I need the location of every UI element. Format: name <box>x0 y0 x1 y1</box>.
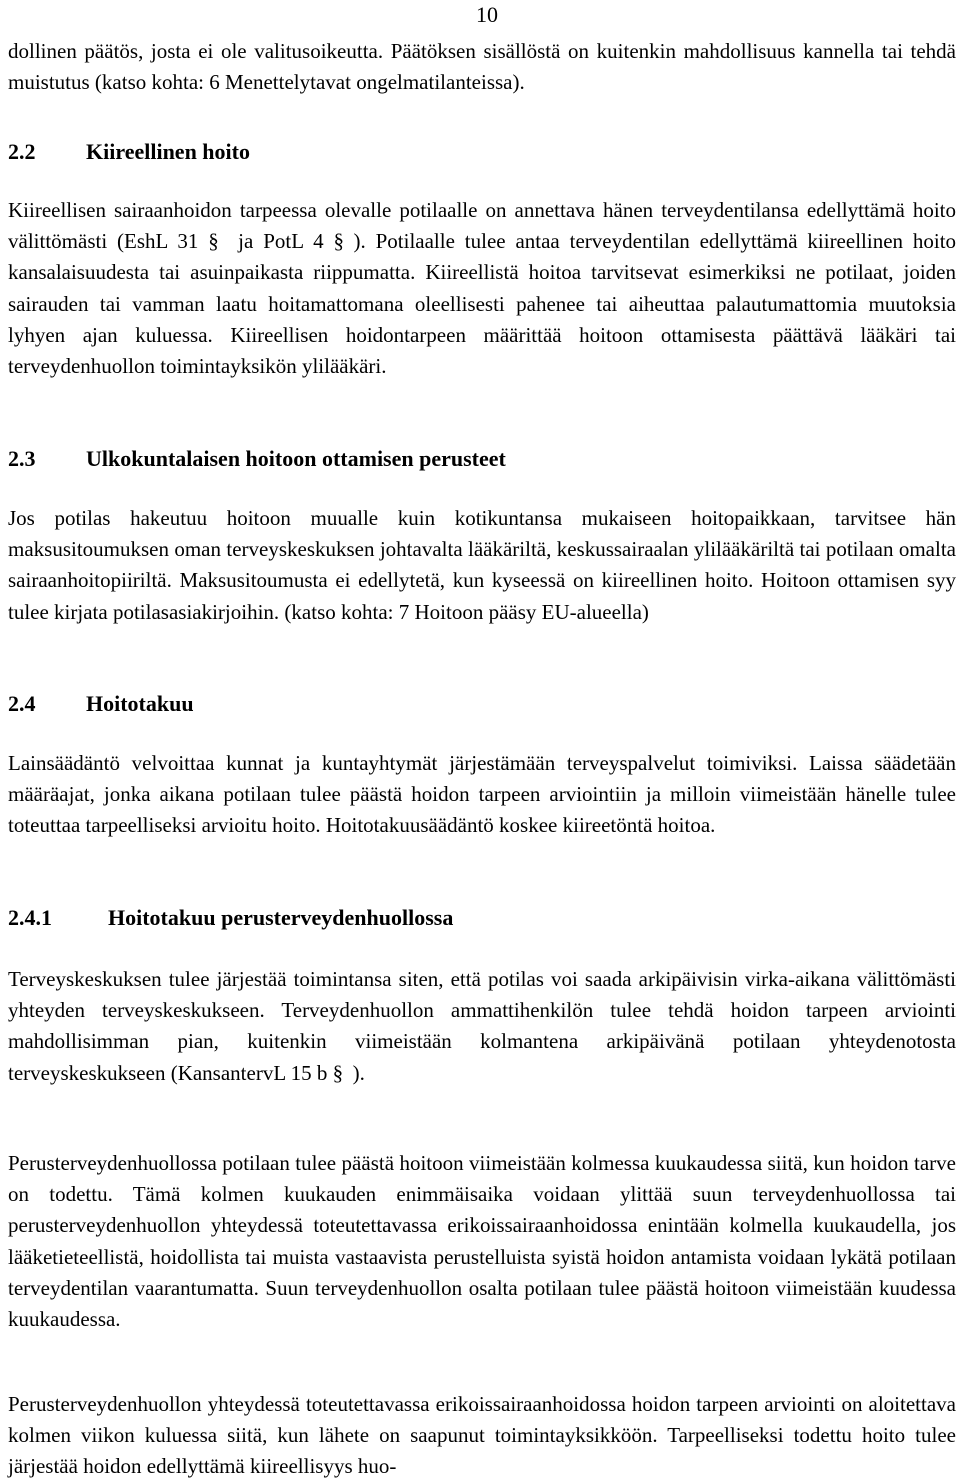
document-page <box>8 0 956 1483</box>
heading-2-4-number: 2.4 <box>8 691 36 716</box>
paragraph-2-2-part-3: ). Potilaalle tulee antaa terveydentilan edellyttämä kiireellinen hoito kansalaisuudesta tai asuinpaikasta riippumatta. Kiireellistä hoitoa tarvitsevat esimerkiksi ne potilaat, joiden sairauden tai vamman laatu hoitamattomana oleellisesti pahenee tai aiheuttaa palautumattomia muutoksia lyhyen ajan kuluessa. Kiireellisen hoidontarpeen määrittää hoitoon ottamisesta päättävä lääkäri tai terveydenhuollon toimintayksikön ylilääkäri. <box>8 229 957 379</box>
heading-2-3-number: 2.3 <box>8 446 36 471</box>
paragraph-2-4-1-a-text: Terveyskeskuksen tulee järjestää toimintansa siten, että potilas voi saada arkipäivisin virka-aikana välittömästi yhteyden terveyskeskukseen. Terveydenhuollon ammattihenkilön tulee tehdä hoidon tarpeen arviointi mahdollisimman pian, kuitenkin viimeistään kolmantena arkipäivänä potilaan yhteydenotosta terveyskeskukseen (KansantervL 15 b <box>8 967 956 1085</box>
section-sign-icon: § <box>208 229 219 254</box>
heading-2-3 <box>8 445 506 473</box>
heading-2-2-number: 2.2 <box>8 139 36 164</box>
paragraph-2-2 <box>8 195 956 382</box>
heading-2-2-title: Kiireellinen hoito <box>86 139 250 164</box>
heading-2-3-title: Ulkokuntalaisen hoitoon ottamisen perusteet <box>86 446 506 471</box>
section-sign-icon: § <box>332 1060 344 1085</box>
heading-2-4-1-number: 2.4.1 <box>8 905 52 930</box>
section-sign-icon: § <box>333 229 344 254</box>
intro-paragraph: dollinen päätös, josta ei ole valitusoikeutta. Päätöksen sisällöstä on kuitenkin mahdollisuus kannella tai tehdä muistutus (katso kohta: 6 Menettelytavat ongelmatilanteissa). <box>8 39 956 95</box>
paragraph-2-4-1-a-end: ). <box>352 1060 365 1085</box>
heading-2-4 <box>8 690 194 718</box>
paragraph-2-4: Lainsäädäntö velvoittaa kunnat ja kuntayhtymät järjestämään terveyspalvelut toimiviksi. Laissa säädetään määräajat, jonka aikana potilaan tulee päästä hoidon tarpeen arviointiin ja milloin viimeistään hänelle tulee toteuttaa tarpeelliseksi arvioitu hoito. Hoitotakuusäädäntö koskee kiireetöntä hoitoa. <box>8 751 956 838</box>
paragraph-2-4-1-b: Perusterveydenhuollossa potilaan tulee päästä hoitoon viimeistään kolmessa kuukaudessa siitä, kun hoidon tarve on todettu. Tämä kolmen kuukauden enimmäisaika voidaan ylittää suun terveydenhuollossa tai perusterveydenhuollon yhteydessä toteutettavassa erikoissairaanhoidossa enintään kolmella kuukaudella, jos lääketieteellistä, hoidollista tai muista vastaavista perustelluista syistä hoidon antamista voidaan lykätä potilaan terveydentilan vaarantumatta. Suun terveydenhuollon osalta potilaan tulee päästä hoitoon viimeistään kuudessa kuukaudessa. <box>8 1151 956 1332</box>
paragraph-2-4-1-a <box>8 964 956 1089</box>
paragraph-2-2-part-1: Kiireellisen sairaanhoidon tarpeessa olevalle potilaalle on annettava hänen terveydentilansa edellyttämä hoito välittömästi (EshL 31 <box>8 198 956 254</box>
page-number: 10 <box>476 2 498 27</box>
paragraph-2-3: Jos potilas hakeutuu hoitoon muualle kuin kotikuntansa mukaiseen hoitopaikkaan, tarvitsee hän maksusitoumuksen oman terveyskeskuksen johtavalta lääkäriltä, keskussairaalan ylilääkäriltä tai potilaan omalta sairaanhoitopiiriltä. Maksusitoumusta ei edellytetä, kun kyseessä on kiireellinen hoito. Hoitoon ottamisen syy tulee kirjata potilasasiakirjoihin. (katso kohta: 7 Hoitoon pääsy EU-alueella) <box>8 506 956 624</box>
paragraph-2-4-1-c: Perusterveydenhuollon yhteydessä toteutettavassa erikoissairaanhoidossa hoidon tarpeen arviointi on aloitettava kolmen viikon kuluessa siitä, kun lähete on saapunut toimintayksikköön. Tarpeelliseksi todettu hoito tulee järjestää hoidon edellyttämä kiireellisyys huo- <box>8 1392 956 1479</box>
heading-2-4-title: Hoitotakuu <box>86 691 194 716</box>
heading-2-2 <box>8 138 250 166</box>
paragraph-2-2-part-2: ja PotL 4 <box>238 229 324 254</box>
heading-2-4-1-title: Hoitotakuu perusterveydenhuollossa <box>108 905 454 930</box>
heading-2-4-1 <box>8 904 453 932</box>
